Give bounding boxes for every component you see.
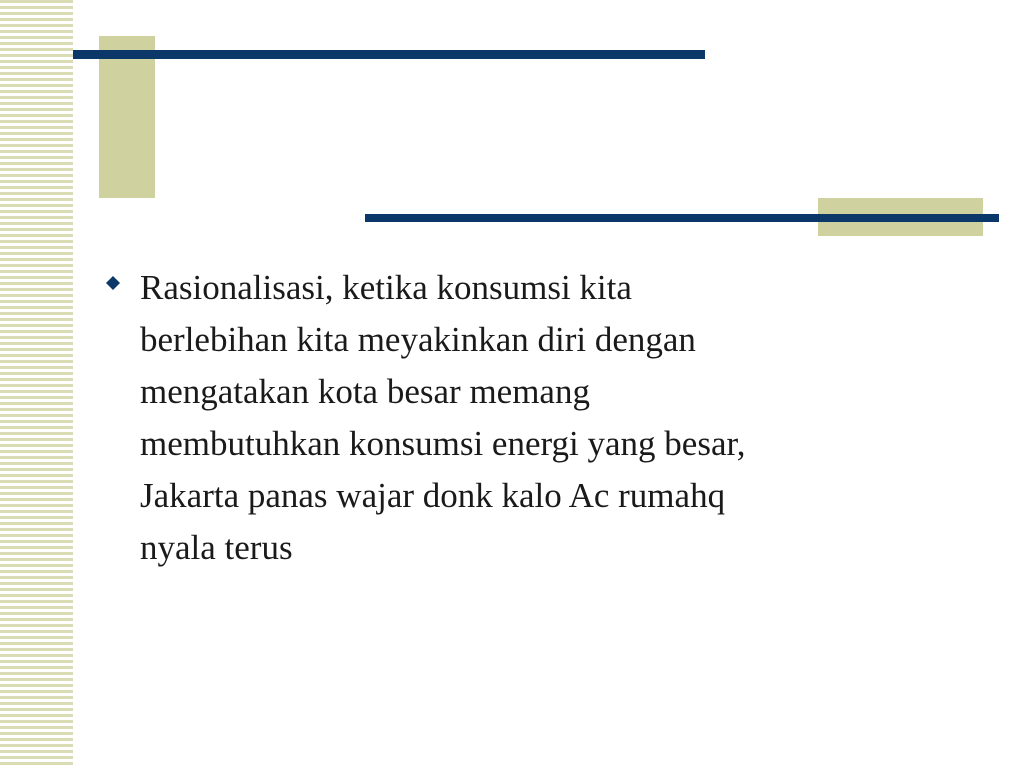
middle-rule	[365, 214, 999, 222]
slide-body	[106, 262, 946, 574]
bullet-item	[106, 262, 946, 574]
diamond-bullet-icon	[106, 262, 140, 295]
top-rule	[73, 50, 705, 59]
left-stripe-band	[0, 0, 73, 768]
bullet-text: Rasionalisasi, ketika konsumsi kita berlebihan kita meyakinkan diri dengan mengatakan kota besar memang membutuhkan konsumsi energi yang besar, Jakarta panas wajar donk kalo Ac rumahq nyala terus	[140, 268, 746, 567]
accent-block-top	[99, 36, 155, 198]
